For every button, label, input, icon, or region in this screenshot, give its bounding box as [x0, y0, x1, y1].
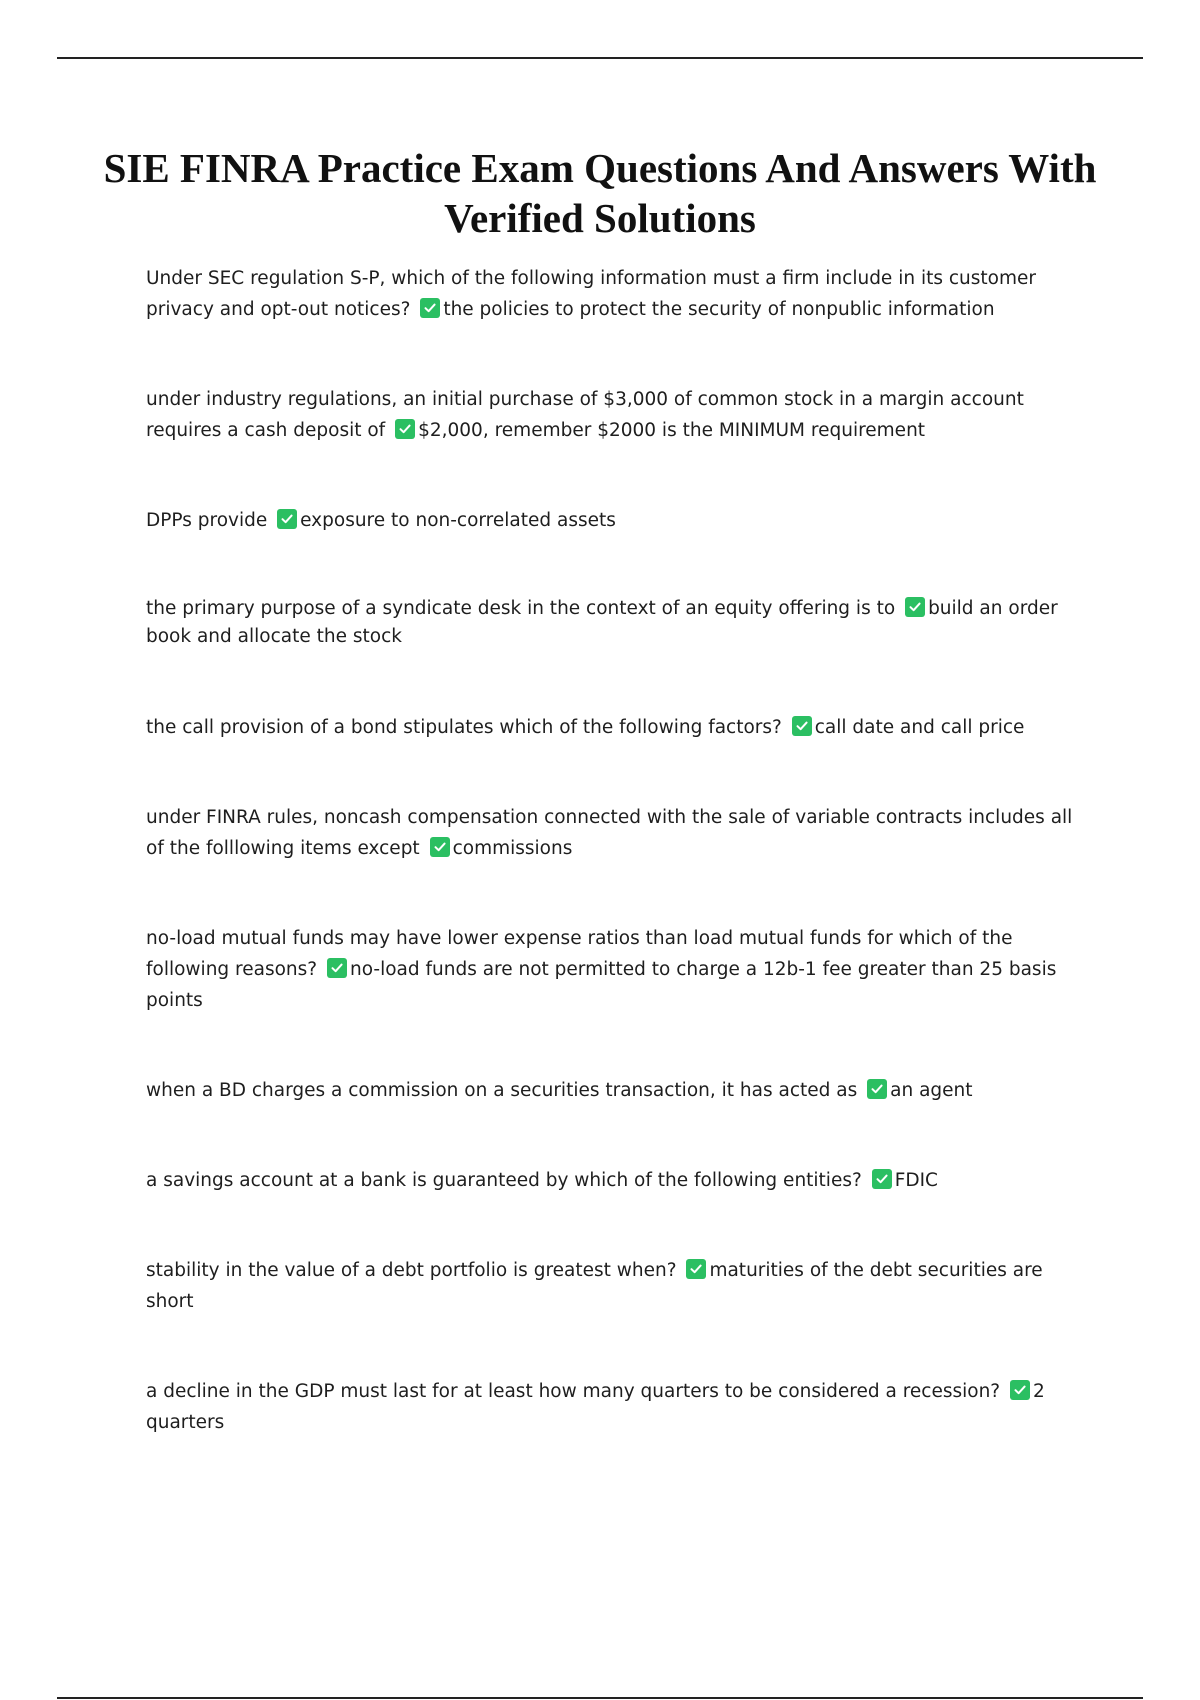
qa-item [146, 802, 1094, 864]
qa-item [146, 1255, 1094, 1317]
question-text: under industry regulations, an initial purchase of $3,000 of common stock in a margin account requires a cash deposit of [146, 389, 1024, 441]
question-text: no-load mutual funds may have lower expense ratios than load mutual funds for which of the following reasons? [146, 928, 1013, 980]
question-text: when a BD charges a commission on a securities transaction, it has acted as [146, 1080, 858, 1101]
answer-text: build an order book and allocate the stock [146, 598, 1058, 647]
check-icon [420, 298, 440, 318]
qa-item [146, 1075, 1094, 1106]
qa-list [146, 263, 1094, 1438]
answer-text: 2 quarters [146, 1381, 1045, 1433]
check-icon [872, 1169, 892, 1189]
qa-item [146, 505, 1094, 536]
answer-text: an agent [890, 1080, 973, 1101]
answer-text: call date and call price [814, 717, 1025, 738]
check-icon [867, 1079, 887, 1099]
check-icon [277, 509, 297, 529]
answer-text: commissions [452, 838, 573, 859]
check-icon [792, 716, 812, 736]
check-icon [686, 1259, 706, 1279]
check-icon [1010, 1380, 1030, 1400]
question-text: stability in the value of a debt portfolio is greatest when? [146, 1260, 677, 1281]
answer-text: the policies to protect the security of nonpublic information [443, 299, 995, 320]
top-rule [57, 57, 1143, 59]
answer-text: $2,000, remember $2000 is the MINIMUM requirement [418, 420, 926, 441]
bottom-rule [57, 1697, 1143, 1699]
qa-item [146, 923, 1094, 1016]
qa-item [146, 1376, 1094, 1438]
check-icon [395, 419, 415, 439]
answer-text: maturities of the debt securities are short [146, 1260, 1043, 1312]
qa-item [146, 263, 1094, 325]
qa-item [146, 595, 1094, 651]
qa-item [146, 1165, 1094, 1196]
check-icon [430, 837, 450, 857]
qa-item [146, 384, 1094, 446]
question-text: the primary purpose of a syndicate desk in the context of an equity offering is to [146, 598, 896, 619]
check-icon [905, 597, 925, 617]
question-text: a decline in the GDP must last for at least how many quarters to be considered a recession? [146, 1381, 1001, 1402]
question-text: a savings account at a bank is guaranteed by which of the following entities? [146, 1170, 862, 1191]
answer-text: FDIC [894, 1170, 938, 1191]
question-text: Under SEC regulation S-P, which of the following information must a firm include in its customer privacy and opt-out notices? [146, 268, 1036, 320]
question-text: the call provision of a bond stipulates which of the following factors? [146, 717, 782, 738]
qa-item [146, 712, 1094, 743]
answer-text: no-load funds are not permitted to charge a 12b-1 fee greater than 25 basis points [146, 959, 1057, 1011]
check-icon [327, 958, 347, 978]
answer-text: exposure to non-correlated assets [300, 510, 616, 531]
question-text: DPPs provide [146, 510, 268, 531]
question-text: under FINRA rules, noncash compensation connected with the sale of variable contracts includes all of the folllowing items except [146, 807, 1073, 859]
document-title: SIE FINRA Practice Exam Questions And Answers With Verified Solutions [103, 145, 1097, 241]
